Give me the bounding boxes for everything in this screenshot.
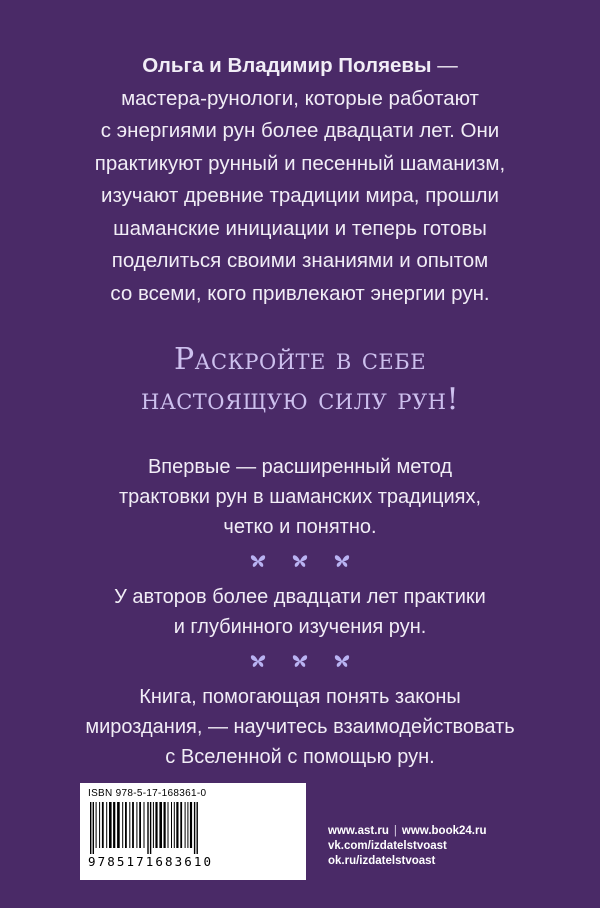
barcode-bar bbox=[150, 802, 151, 854]
butterfly-icon bbox=[334, 554, 350, 568]
barcode-bar bbox=[129, 802, 130, 848]
barcode-bar bbox=[117, 802, 120, 848]
barcode-bar bbox=[159, 802, 162, 848]
barcode-bar bbox=[90, 802, 91, 854]
barcode-bar bbox=[197, 802, 198, 854]
barcode-digits: 9785171683610 bbox=[88, 854, 214, 869]
bio-line: практикуют рунный и песенный шаманизм, bbox=[94, 151, 506, 175]
barcode-bar bbox=[155, 802, 157, 848]
barcode-bar bbox=[174, 802, 175, 848]
butterfly-separator bbox=[40, 648, 560, 674]
tagline-line-1: Раскройте в себе bbox=[173, 342, 427, 377]
bio-line: со всеми, кого привлекают энергии рун. bbox=[110, 281, 490, 305]
barcode-bar bbox=[190, 802, 192, 848]
social-link-vk[interactable]: vk.com/izdatelstvoast bbox=[328, 840, 447, 852]
feature-item-3: Книга, помогающая понять законы мироздания, — научитесь взаимодействовать с Вселенной с помощью рун. bbox=[85, 686, 515, 768]
tagline bbox=[40, 340, 560, 420]
publisher-links bbox=[328, 824, 528, 869]
barcode-bar bbox=[136, 802, 137, 848]
barcode-bar bbox=[147, 802, 148, 854]
bio-line: мастера-рунологи, которые работают bbox=[121, 86, 479, 110]
bio-line: шаманские инициации и теперь готовы bbox=[113, 216, 487, 240]
tagline-line-2: настоящую силу рун! bbox=[141, 382, 459, 417]
barcode-bar bbox=[187, 802, 188, 848]
barcode-bar bbox=[132, 802, 134, 848]
feature-item-2: У авторов более двадцати лет практики и глубинного изучения рун. bbox=[114, 586, 486, 638]
author-bio bbox=[40, 50, 560, 310]
barcode-bar bbox=[153, 802, 154, 848]
barcode-bar bbox=[125, 802, 127, 848]
site-link-ast[interactable]: www.ast.ru bbox=[328, 825, 389, 837]
barcode-bar bbox=[176, 802, 178, 848]
site-link-book24[interactable]: www.book24.ru bbox=[401, 825, 487, 837]
barcode-bar bbox=[164, 802, 166, 848]
barcode-bar bbox=[99, 802, 100, 848]
barcode-bar bbox=[109, 802, 112, 848]
butterfly-icon bbox=[292, 554, 308, 568]
social-link-ok[interactable]: ok.ru/izdatelstvoast bbox=[328, 855, 436, 867]
barcode-bar bbox=[96, 802, 97, 848]
butterfly-icon bbox=[292, 654, 308, 668]
barcode-bar bbox=[168, 802, 169, 848]
barcode-bar bbox=[185, 802, 186, 848]
barcode-bar bbox=[194, 802, 195, 854]
feature-item-1: Впервые — расширенный метод трактовки рун в шаманских традициях, четко и понятно. bbox=[118, 456, 482, 538]
butterfly-icon bbox=[250, 554, 266, 568]
barcode-bar bbox=[180, 802, 182, 848]
bio-line: изучают древние традиции мира, прошли bbox=[101, 184, 499, 207]
bio-line: с энергиями рун более двадцати лет. Они bbox=[100, 119, 500, 142]
barcode-bar bbox=[144, 802, 145, 848]
feature-list bbox=[40, 452, 560, 772]
psi-logo-icon bbox=[266, 826, 296, 868]
barcode-bar bbox=[139, 802, 141, 848]
barcode-bar bbox=[171, 802, 172, 848]
butterfly-separator bbox=[40, 548, 560, 574]
isbn-number: ISBN 978-5-17-168361-0 bbox=[88, 788, 207, 799]
butterfly-icon bbox=[250, 654, 266, 668]
bio-line: поделиться своими знаниями и опытом bbox=[111, 249, 489, 272]
barcode-bar bbox=[93, 802, 94, 854]
bio-line-1: Ольга и Владимир Поляевы — bbox=[142, 54, 458, 77]
author-names: Ольга и Владимир Поляевы bbox=[142, 54, 432, 77]
barcode-bar bbox=[122, 802, 123, 848]
barcode-bar bbox=[102, 802, 104, 848]
barcode-bar bbox=[106, 802, 107, 848]
barcode-bar bbox=[113, 802, 115, 848]
link-divider: | bbox=[393, 825, 397, 837]
butterfly-icon bbox=[334, 654, 350, 668]
